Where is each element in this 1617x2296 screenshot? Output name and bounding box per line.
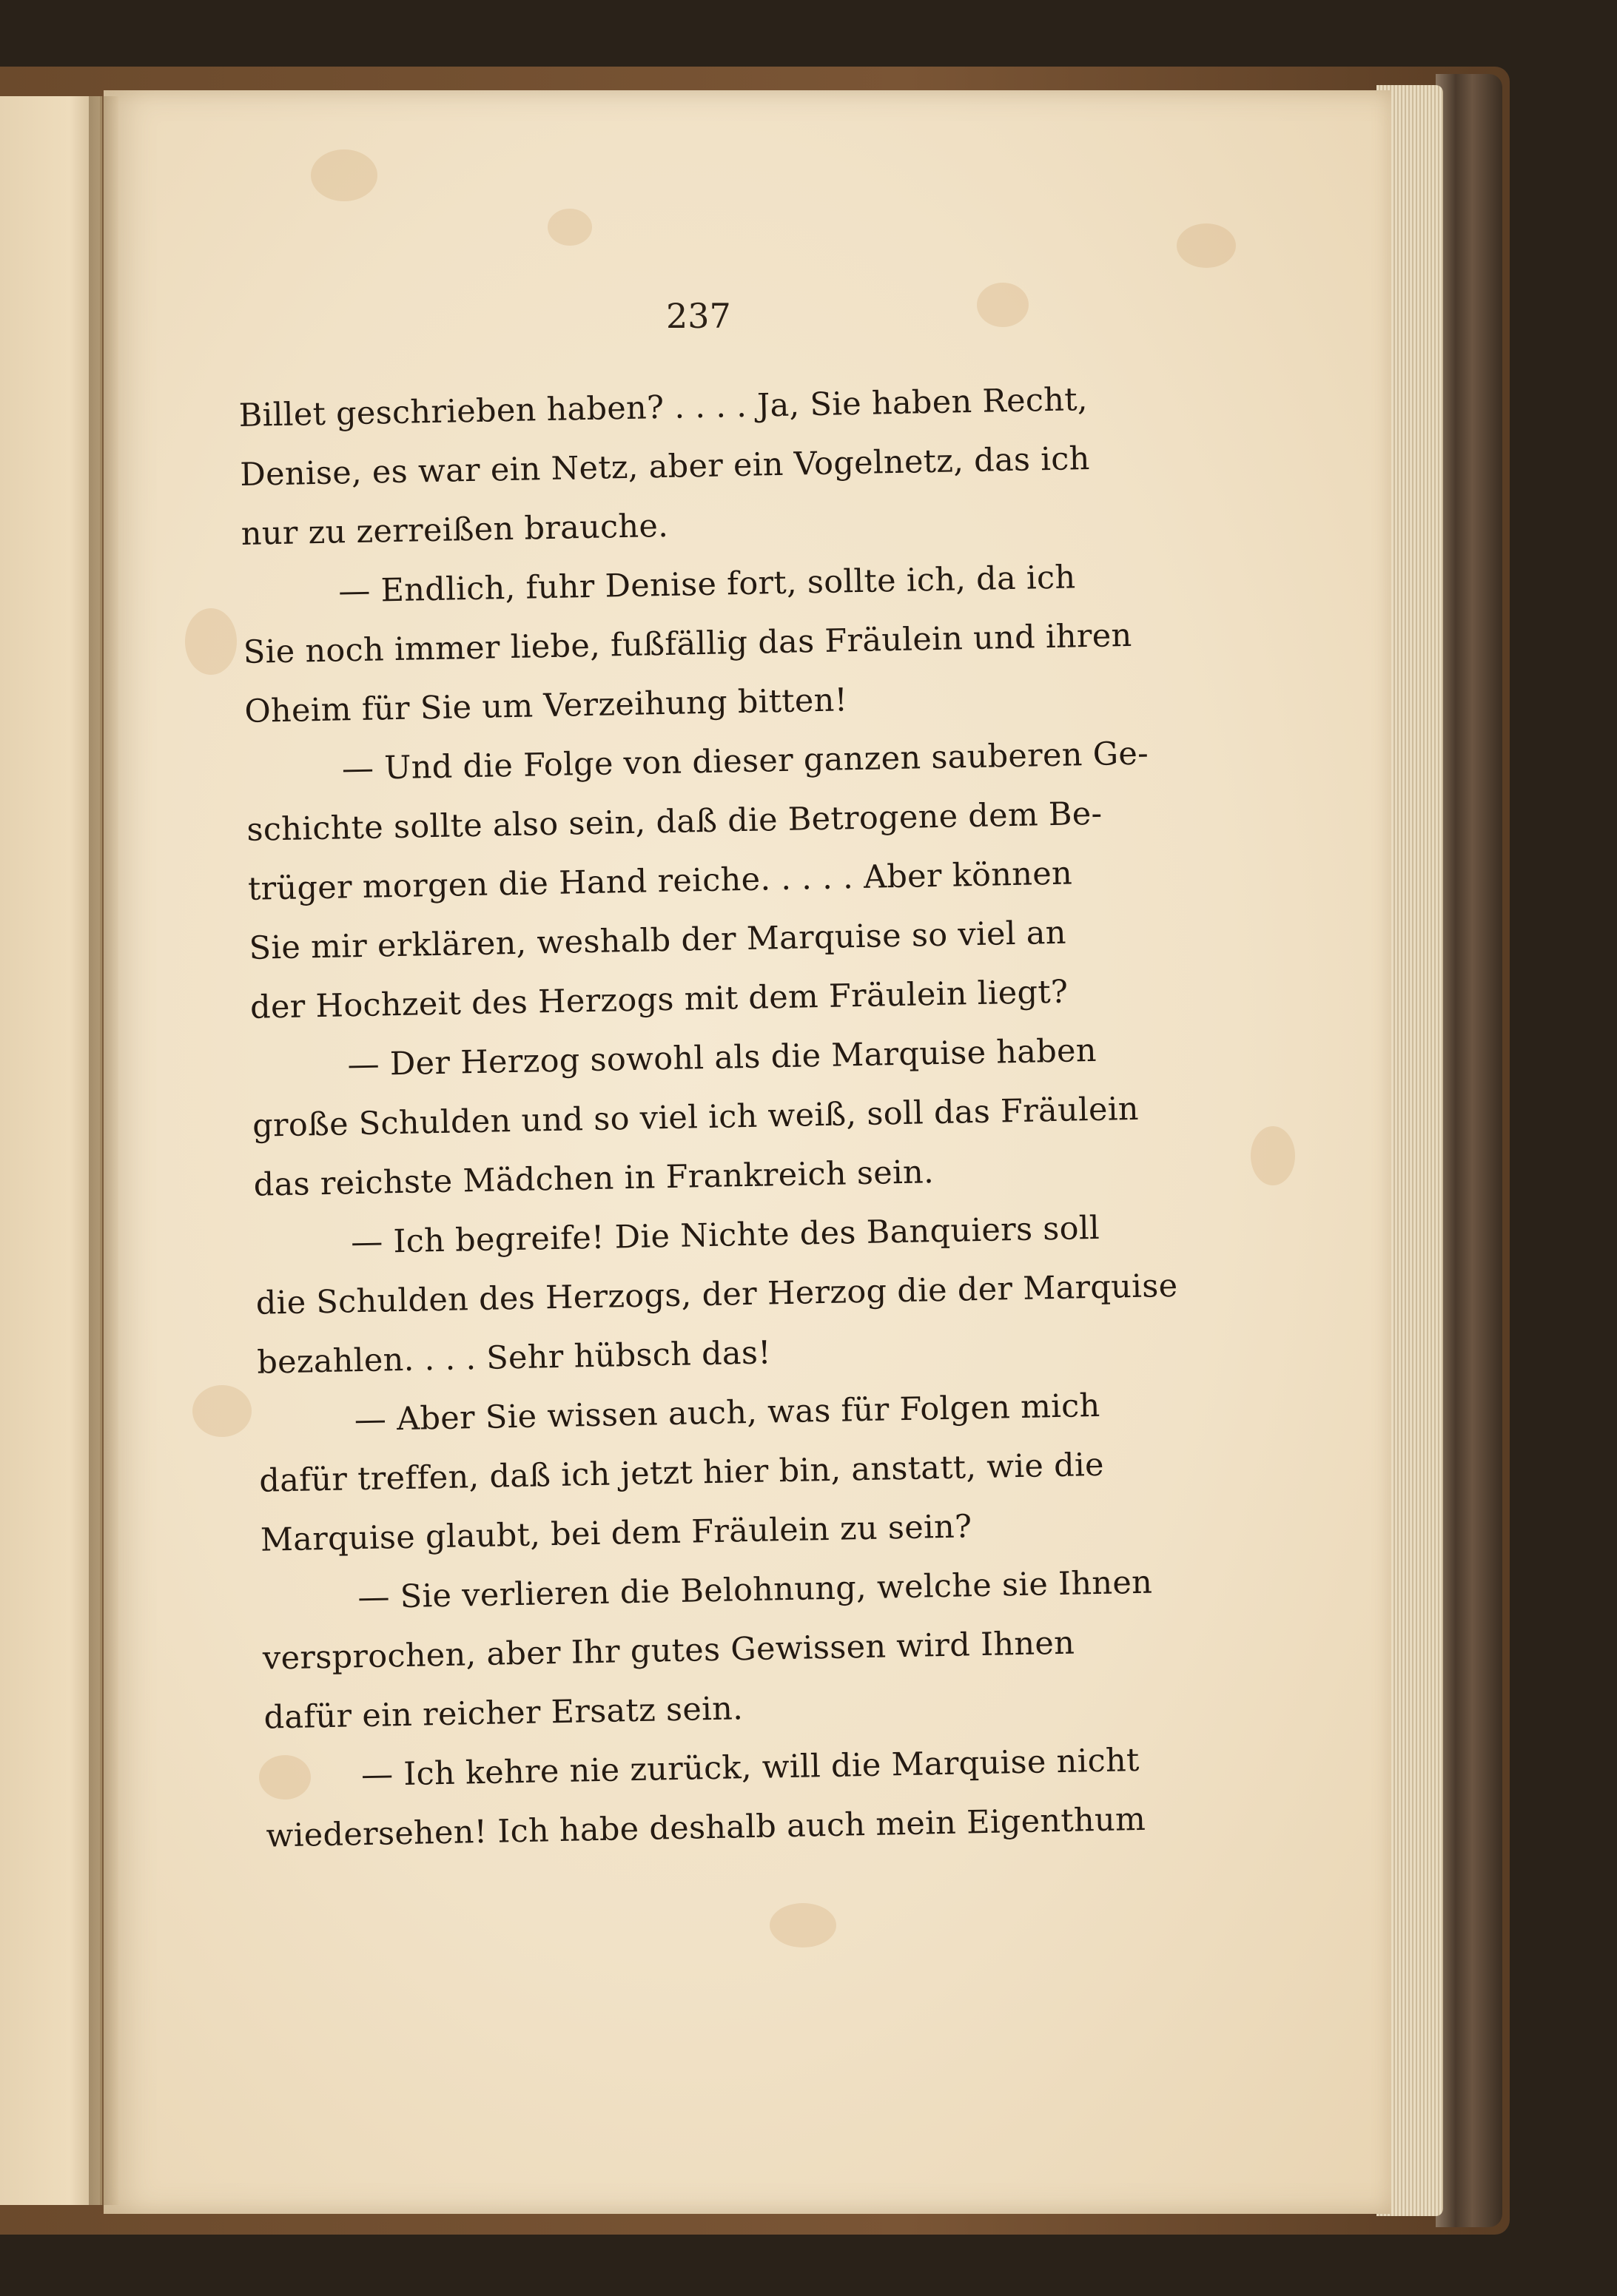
text-line: Marquise glaubt, bei dem Fräulein zu sein?: [260, 1508, 972, 1559]
text-line: — Und die Folge von dieser ganzen sauberen Ge-: [341, 735, 1149, 788]
text-line: dafür treffen, daß ich jetzt hier bin, anstatt, wie die: [258, 1446, 1105, 1500]
text-line: der Hochzeit des Herzogs mit dem Fräulein liegt?: [249, 973, 1069, 1026]
text-line: die Schulden des Herzogs, der Herzog die der Marquise: [255, 1267, 1178, 1322]
text-line: — Ich kehre nie zurück, will die Marquise nicht: [360, 1741, 1140, 1794]
text-line: — Aber Sie wissen auch, was für Folgen mich: [354, 1387, 1101, 1439]
text-line: — Ich begreife! Die Nichte des Banquiers soll: [350, 1209, 1100, 1262]
text-line: wiedersehen! Ich habe deshalb auch mein Eigenthum: [266, 1800, 1146, 1855]
page-number: 237: [666, 296, 731, 336]
text-line: bezahlen. . . . Sehr hübsch das!: [256, 1334, 772, 1381]
text-line: Sie noch immer liebe, fußfällig das Fräulein und ihren: [243, 616, 1132, 671]
book-cover-edge: [1436, 74, 1502, 2227]
foxing-spot: [1251, 1126, 1295, 1185]
text-line: Sie mir erklären, weshalb der Marquise so viel an: [249, 914, 1067, 967]
text-line: Oheim für Sie um Verzeihung bitten!: [243, 681, 848, 730]
foxing-spot: [548, 209, 592, 246]
page-text: [238, 368, 1228, 1866]
text-line: dafür ein reicher Ersatz sein.: [263, 1690, 744, 1737]
text-line: nur zu zerreißen brauche.: [241, 507, 669, 553]
foxing-spot: [770, 1903, 836, 1947]
foxing-spot: [977, 283, 1029, 327]
text-line: Denise, es war ein Netz, aber ein Vogelnetz, das ich: [239, 440, 1091, 494]
text-line: — Der Herzog sowohl als die Marquise haben: [347, 1031, 1097, 1084]
left-page-strip: [0, 96, 102, 2205]
text-line: — Sie verlieren die Belohnung, welche sie Ihnen: [357, 1563, 1153, 1617]
text-line: Billet geschrieben haben? . . . . Ja, Sie haben Recht,: [238, 380, 1089, 434]
foxing-spot: [192, 1385, 252, 1437]
foxing-spot: [185, 608, 237, 675]
text-line: — Endlich, fuhr Denise fort, sollte ich, da ich: [337, 559, 1076, 610]
book-gutter: [89, 96, 118, 2205]
text-line: große Schulden und so viel ich weiß, soll das Fräulein: [252, 1090, 1140, 1145]
foxing-spot: [311, 149, 377, 201]
text-line: schichte sollte also sein, daß die Betrogene dem Be-: [246, 795, 1103, 849]
foxing-spot: [1177, 223, 1236, 268]
text-line: versprochen, aber Ihr gutes Gewissen wird Ihnen: [262, 1624, 1075, 1677]
text-line: das reichste Mädchen in Frankreich sein.: [253, 1154, 935, 1204]
text-line: trüger morgen die Hand reiche. . . . . Aber können: [247, 855, 1073, 908]
